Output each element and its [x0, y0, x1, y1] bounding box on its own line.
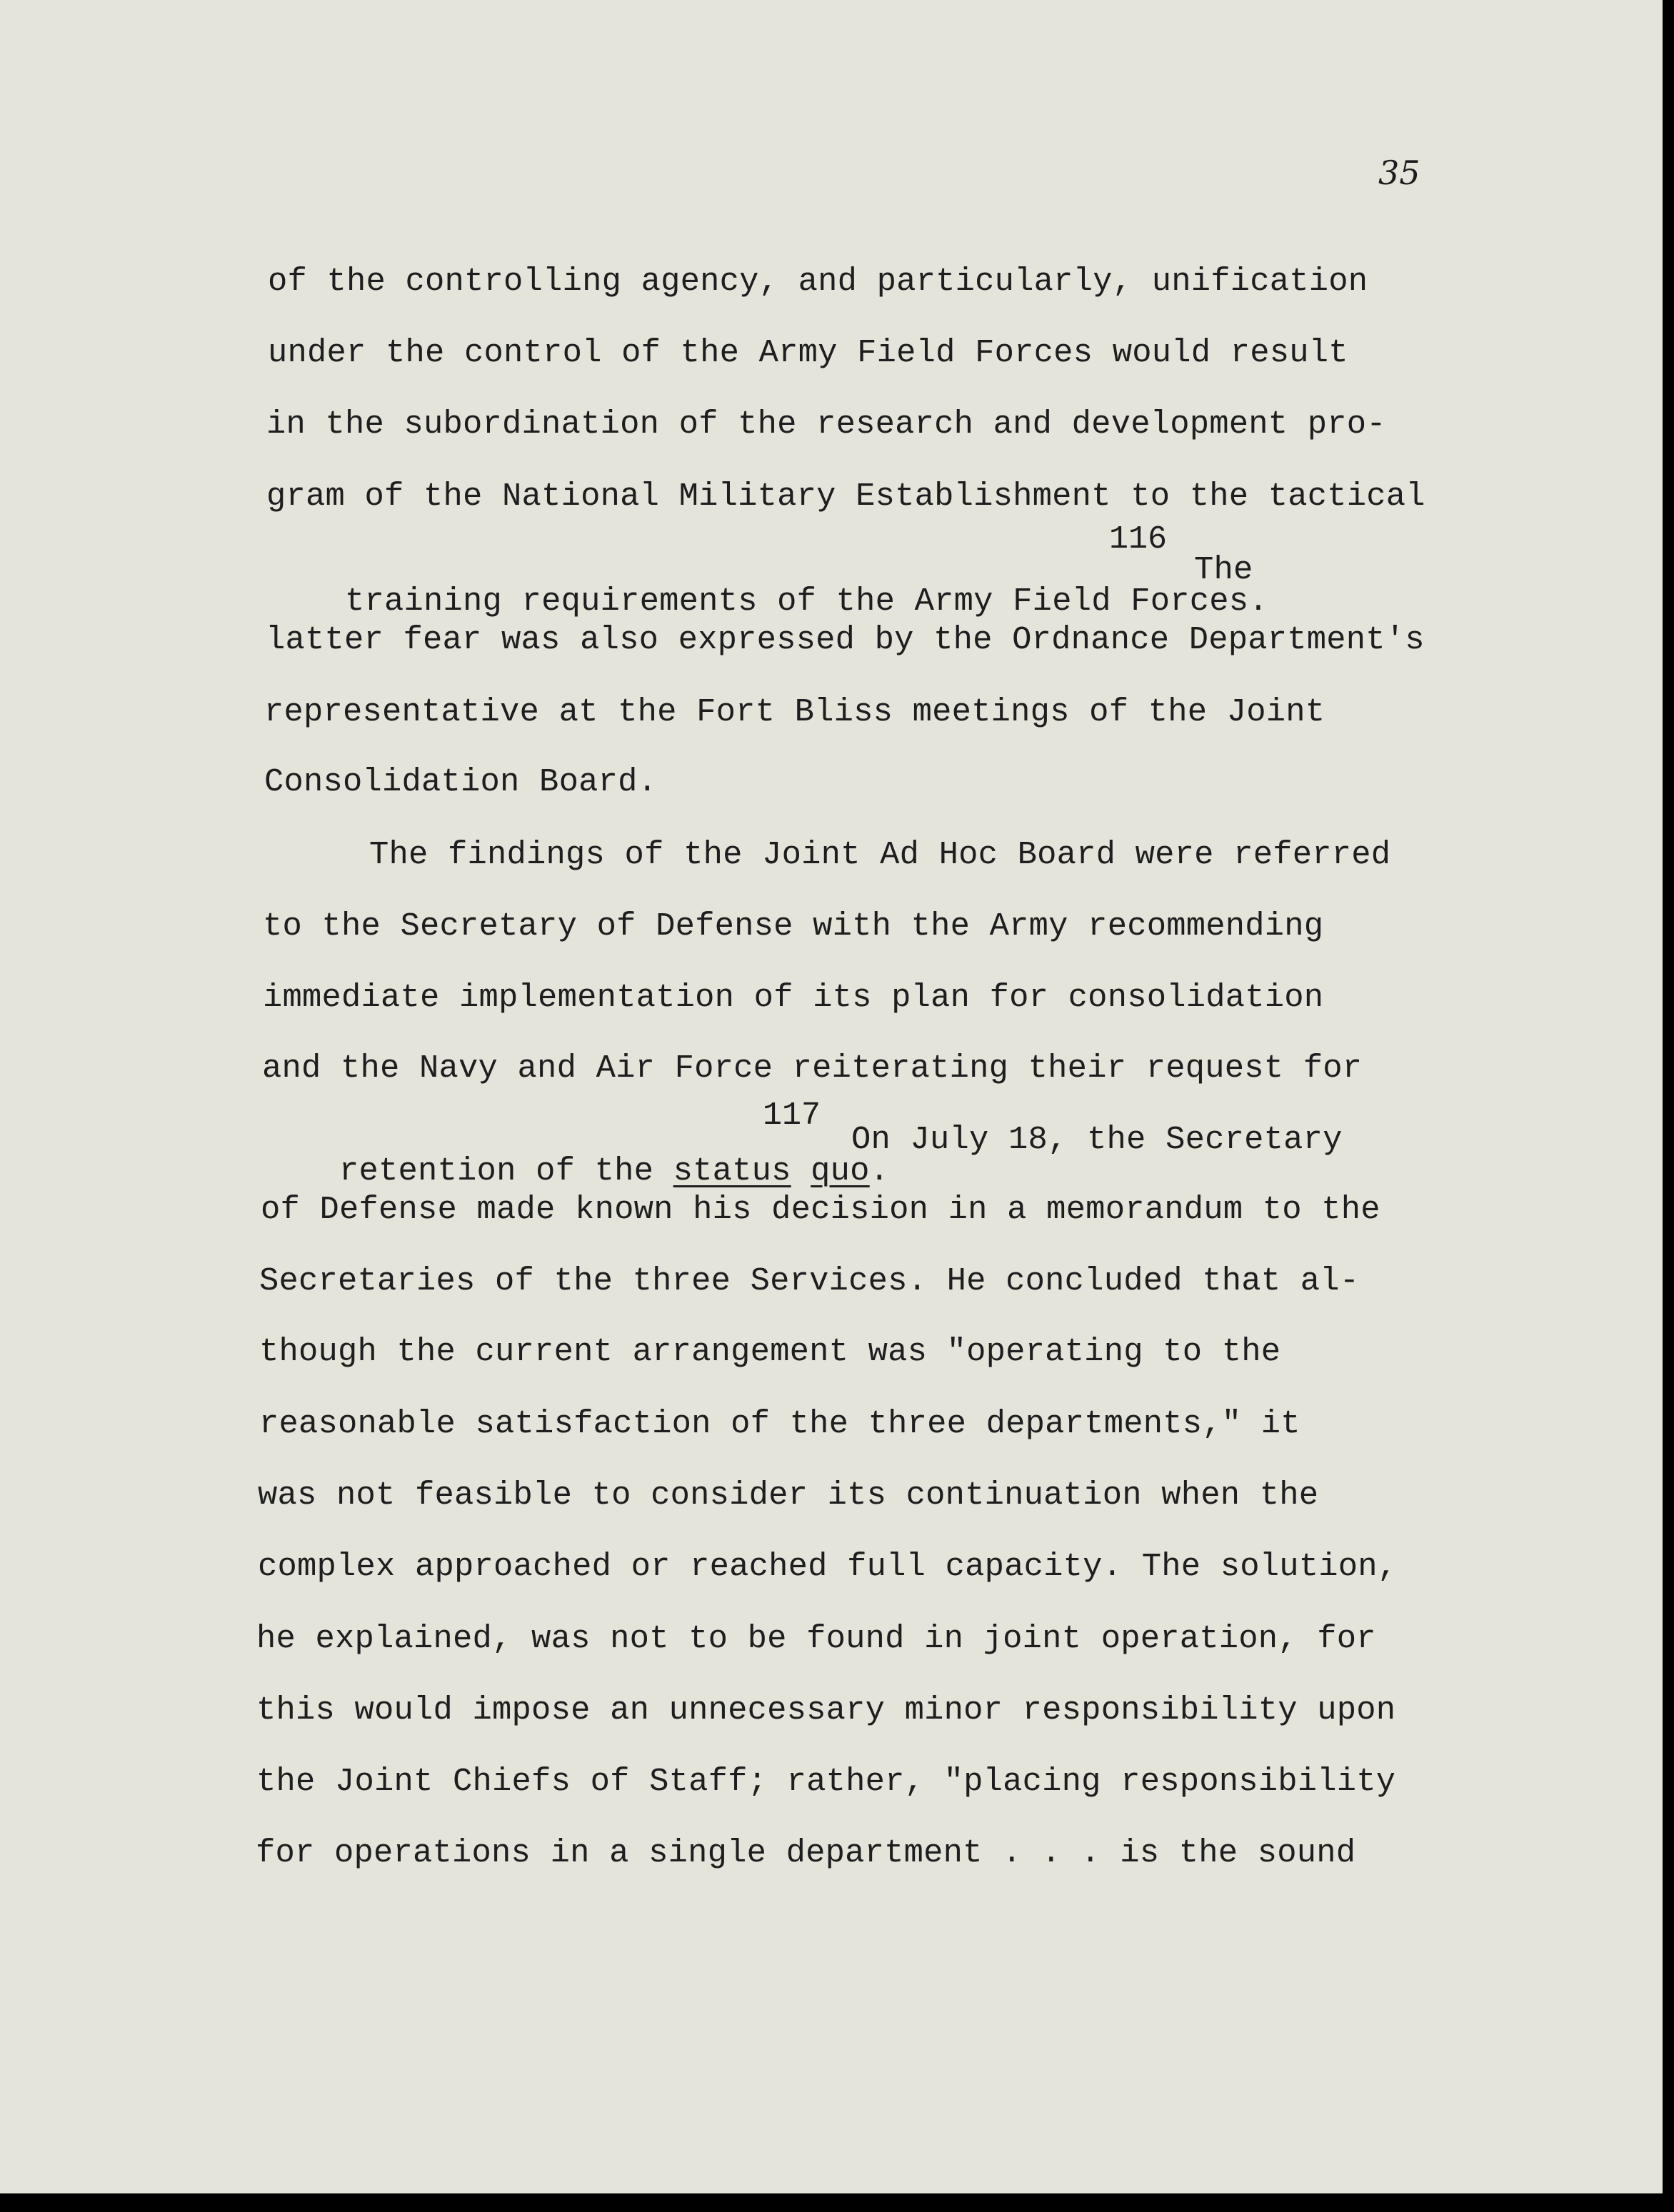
page-number: 35 [1378, 154, 1420, 192]
text-line-13-period: . [869, 1152, 890, 1190]
text-line-8: Consolidation Board. [264, 763, 658, 800]
text-line-2: under the control of the Army Field Forces would result [268, 334, 1348, 371]
status-underlined-word: status [673, 1152, 791, 1190]
text-line-5-tail: The [1194, 551, 1253, 588]
text-line-15: Secretaries of the three Services. He concluded that al- [259, 1262, 1360, 1299]
text-line-9: The findings of the Joint Ad Hoc Board were referred [369, 836, 1391, 873]
text-line-11: immediate implementation of its plan for consolidation [263, 979, 1324, 1016]
text-line-12: and the Navy and Air Force reiterating their request for [262, 1050, 1363, 1087]
text-line-7: representative at the Fort Bliss meetings of the Joint [264, 693, 1325, 730]
text-line-6: latter fear was also expressed by the Ordnance Department's [266, 621, 1425, 658]
text-line-18: was not feasible to consider its continuation when the [258, 1477, 1319, 1514]
text-line-17: reasonable satisfaction of the three departments," it [259, 1405, 1300, 1442]
text-line-14: of Defense made known his decision in a memorandum to the [261, 1191, 1380, 1228]
text-line-5-main: training requirements of the Army Field Forces. [345, 582, 1268, 620]
text-line-3: in the subordination of the research and development pro- [266, 406, 1386, 443]
text-line-23: for operations in a single department . . . is the sound [256, 1834, 1356, 1871]
text-line-19: complex approached or reached full capacity. The solution, [258, 1548, 1398, 1585]
text-line-13-tail: On July 18, the Secretary [851, 1121, 1343, 1158]
text-line-21: this would impose an unnecessary minor responsibility upon [256, 1691, 1396, 1729]
text-line-22: the Joint Chiefs of Staff; rather, "placing responsibility [256, 1763, 1396, 1800]
text-line-16: though the current arrangement was "operating to the [259, 1333, 1281, 1370]
quo-underlined-word: quo [811, 1152, 870, 1190]
text-line-1: of the controlling agency, and particularly, unification [268, 263, 1368, 300]
text-line-10: to the Secretary of Defense with the Army recommending [263, 908, 1324, 945]
text-line-20: he explained, was not to be found in joint operation, for [256, 1620, 1376, 1657]
text-line-4: gram of the National Military Establishment to the tactical [266, 478, 1425, 515]
text-line-13-start: retention of the [339, 1152, 673, 1190]
text-line-13-space [791, 1152, 811, 1190]
footnote-marker-117: 117 [763, 1097, 821, 1134]
footnote-marker-116: 116 [1109, 521, 1168, 558]
